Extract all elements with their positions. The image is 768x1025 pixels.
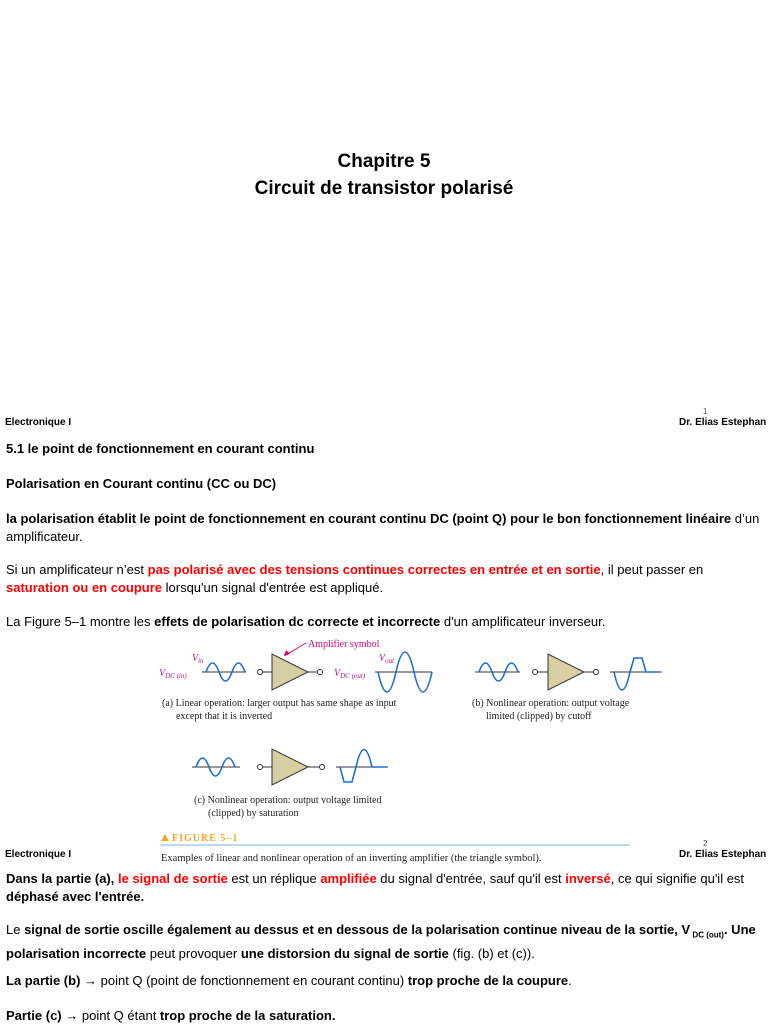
section-heading: 5.1 le point de fonctionnement en courant continu bbox=[6, 441, 315, 456]
amplifier-triangle-b bbox=[548, 654, 584, 690]
chapter-subtitle: Circuit de transistor polarisé bbox=[254, 178, 514, 199]
input-terminal-a bbox=[258, 670, 263, 675]
caption-c-line1: (c) Nonlinear operation: output voltage limited bbox=[194, 795, 382, 806]
output-terminal-b bbox=[594, 670, 599, 675]
text-bold: effets de polarisation dc correcte et incorrecte bbox=[154, 614, 441, 629]
paragraph-amplifier bbox=[6, 561, 760, 597]
text: , il peut passer en bbox=[600, 562, 704, 577]
amplifier-triangle-c bbox=[272, 749, 308, 785]
amplifier-symbol-label: Amplifier symbol bbox=[308, 639, 380, 650]
input-terminal-c bbox=[258, 765, 263, 770]
text-bold: la polarisation établit le point de fonctionnement en courant continu DC (point Q) pour le bon fonctionnement linéaire bbox=[6, 511, 732, 526]
text-bold: signal de sortie oscille également au dessus et en dessous de la polarisation continue niveau de la sortie, V bbox=[24, 922, 691, 937]
text: , ce qui signifie qu'il est bbox=[610, 871, 745, 886]
text: point Q (point de fonctionnement en courant continu) bbox=[97, 973, 408, 988]
text-bold: Partie (c) bbox=[6, 1008, 66, 1023]
text-red: saturation ou en coupure bbox=[6, 580, 163, 595]
caption-a-line2: except that it is inverted bbox=[176, 711, 273, 722]
subscript: DC (out) bbox=[690, 930, 724, 940]
caption-b-line2: limited (clipped) by cutoff bbox=[486, 711, 592, 722]
text: point Q étant bbox=[78, 1008, 160, 1023]
text-red: le signal de sortie bbox=[117, 871, 228, 886]
arrow-icon: → bbox=[84, 973, 98, 988]
footer-author: Dr. Elias Estephan bbox=[679, 849, 767, 860]
text: peut provoquer bbox=[146, 945, 241, 961]
vout-label: $V_{out}$ bbox=[379, 653, 395, 665]
amplifier-triangle-a bbox=[272, 654, 308, 690]
text-bold: La partie (b) bbox=[6, 973, 85, 988]
paragraph-figure-ref bbox=[6, 613, 760, 631]
output-clipped-cutoff-b bbox=[614, 658, 658, 690]
footer-course: Electronique I bbox=[5, 849, 72, 860]
chapter-number: Chapitre 5 bbox=[337, 151, 431, 172]
figure-marker-icon bbox=[161, 834, 169, 841]
subheading: Polarisation en Courant continu (CC ou DC) bbox=[6, 476, 277, 491]
text-bold: trop proche de la saturation bbox=[159, 1008, 332, 1023]
output-clipped-saturation-c bbox=[340, 750, 386, 783]
paragraph-part-b bbox=[6, 972, 760, 990]
vdc-out-label: $V_{DC (out)}$ bbox=[334, 668, 366, 680]
text: du signal d'entrée, sauf qu'il est bbox=[376, 871, 566, 886]
output-terminal-c bbox=[320, 765, 325, 770]
text: La Figure 5–1 montre les bbox=[6, 614, 155, 629]
text-bold: . bbox=[331, 1008, 336, 1023]
text: Si un amplificateur n’est bbox=[6, 562, 148, 577]
text-bold: . Une bbox=[723, 922, 756, 937]
arrow-icon: → bbox=[65, 1008, 79, 1023]
footer-course: Electronique I bbox=[5, 417, 72, 428]
output-terminal-a bbox=[318, 670, 323, 675]
paragraph-polarisation bbox=[6, 510, 760, 546]
paragraph-part-c bbox=[6, 1007, 760, 1025]
text: . bbox=[568, 973, 572, 988]
caption-a-line1: (a) Linear operation: larger output has same shape as input bbox=[162, 698, 397, 709]
text: Le bbox=[6, 922, 25, 937]
page-number: 1 bbox=[703, 407, 708, 416]
paragraph-part-a bbox=[6, 870, 760, 906]
text-bold: déphasé avec l'entrée. bbox=[6, 889, 145, 904]
figure-caption: Examples of linear and nonlinear operation of an inverting amplifier (the triangle symbol). bbox=[161, 853, 542, 864]
text-red: inversé bbox=[565, 871, 611, 886]
page-number: 2 bbox=[703, 839, 708, 848]
text: (fig. (b) et (c)). bbox=[448, 945, 535, 961]
chapter-title bbox=[0, 148, 768, 202]
caption-c-line2: (clipped) by saturation bbox=[208, 808, 299, 819]
text-bold: polarisation incorrecte bbox=[6, 945, 147, 961]
text: lorsqu'un signal d'entrée est appliqué. bbox=[162, 580, 384, 595]
text: est un réplique bbox=[227, 871, 321, 886]
text-bold: une distorsion du signal de sortie bbox=[240, 945, 449, 961]
footer-author: Dr. Elias Estephan bbox=[679, 417, 767, 428]
text-bold: Dans la partie (a), bbox=[6, 871, 118, 886]
text-bold: trop proche de la coupure bbox=[407, 973, 569, 988]
vdc-in-label: $V_{DC (in)}$ bbox=[159, 668, 187, 680]
paragraph-output-signal bbox=[6, 921, 760, 963]
text: d'un amplificateur inverseur. bbox=[440, 614, 606, 629]
text-red: pas polarisé avec des tensions continues correctes en entrée et en sortie bbox=[147, 562, 601, 577]
text-red: amplifiée bbox=[320, 871, 377, 886]
caption-b-line1: (b) Nonlinear operation: output voltage bbox=[472, 698, 630, 709]
input-terminal-b bbox=[533, 670, 538, 675]
figure-5-1 bbox=[150, 632, 670, 867]
text: d’un amplificateur. bbox=[6, 511, 760, 544]
vin-label: $V_{in}$ bbox=[192, 653, 204, 665]
figure-label: FIGURE 5–1 bbox=[172, 833, 239, 844]
